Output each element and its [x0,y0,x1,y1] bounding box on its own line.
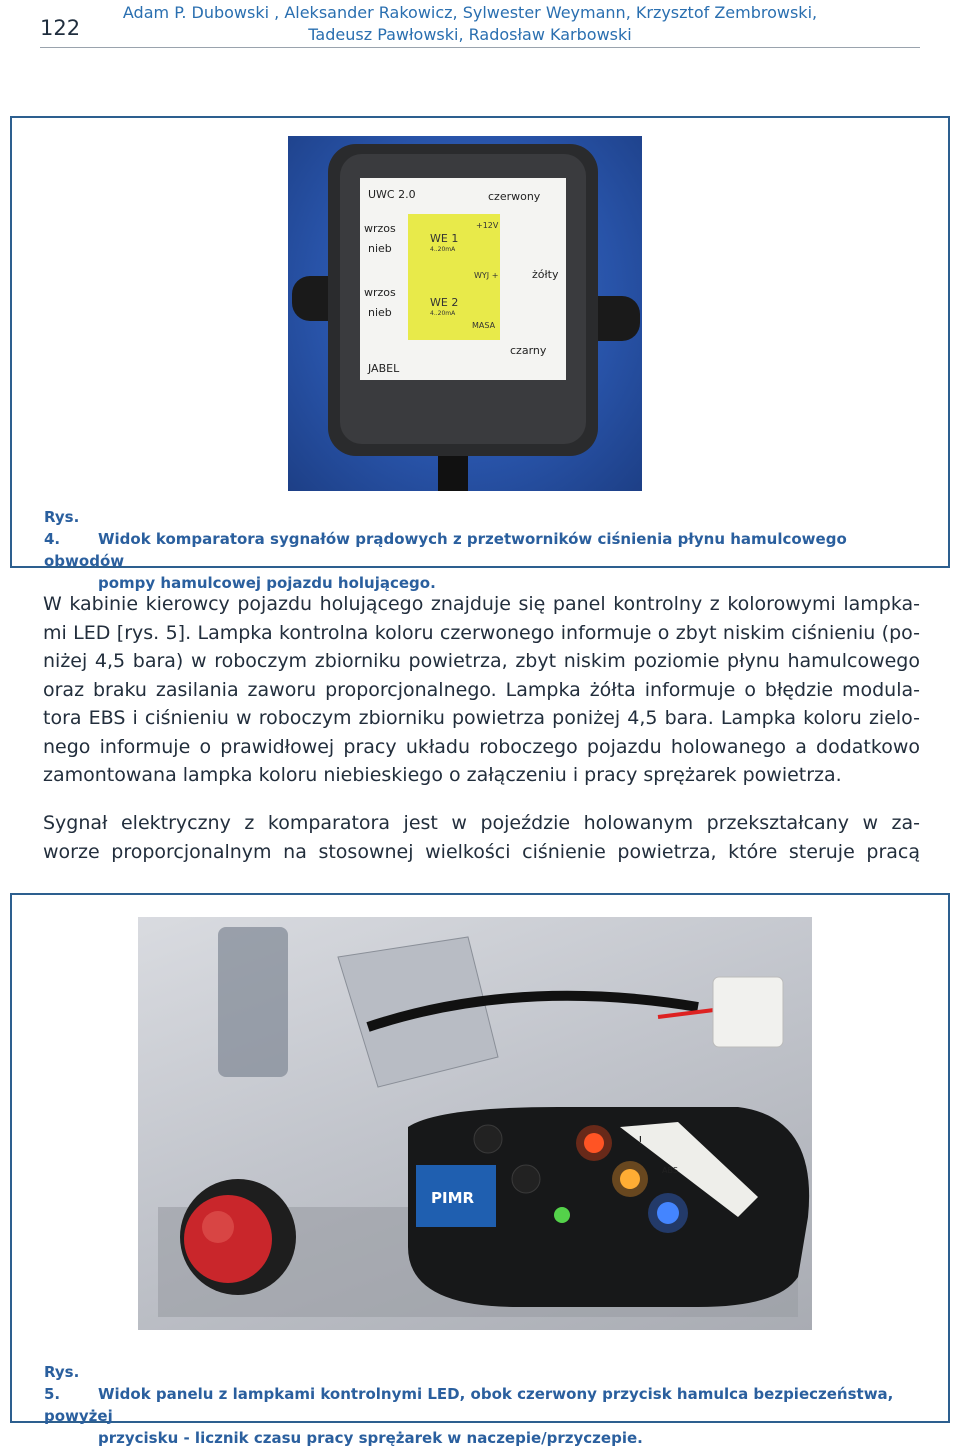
label-czerwony: czerwony [488,190,541,203]
running-head [120,2,820,46]
led-panel-illustration [138,917,812,1330]
label-wrzos-2: wrzos [364,286,396,299]
header-rule [40,47,920,48]
hour-counter [218,927,288,1077]
paragraph-1-line: tora EBS i ciśnieniu w roboczym zbiorniku powietrza poniżej 4,5 bara. Lampka koloru zielo- [43,707,920,729]
label-nieb-1: nieb [368,242,392,255]
paragraph-1-line: nego informuje o prawidłowej pracy układu roboczego pojazdu holowanego a dodatkowo [43,735,920,758]
panel-button-top [474,1125,502,1153]
label-model: UWC 2.0 [368,188,416,201]
paragraph-1-line: niżej 4,5 bara) w roboczym zbiorniku powietrza, zbyt niskim poziomie płynu hamulcowego [43,650,920,672]
label-we-1-range: 4..20mA [430,246,456,253]
figure-4-caption-line-2: pompy hamulcowej pojazdu holującego. [98,574,436,592]
figure-5-caption-line-1: Widok panelu z lampkami kontrolnymi LED, obok czerwony przycisk hamulca bezpieczeństwa, powyżej [44,1385,894,1425]
label-we-1: WE 1 [430,232,459,245]
paragraph-2-line: Sygnał elektryczny z komparatora jest w pojeździe holowanym przekształcany w za- [43,812,920,834]
green-led [554,1207,570,1223]
label-brand: JABEL [368,362,400,375]
comparator-device-illustration [288,136,642,491]
paragraph-1-line: W kabinie kierowcy pojazdu holującego znajduje się panel kontrolny z kolorowymi lampka- [43,593,920,615]
figure-4-caption-label: Rys. 4. [44,508,80,548]
label-we-2: WE 2 [430,296,459,309]
paragraph-2-line: worze proporcjonalnym na stosownej wielkości ciśnienie powietrza, które steruje pracą [43,840,920,863]
label-zolty: żółty [532,268,559,281]
label-wyj: WYJ + [474,271,499,280]
abs-symbol: ABS [662,1166,678,1175]
figure-5-frame [10,893,950,1447]
figure-4-frame [10,116,950,592]
pimr-logo-text: PIMR [431,1189,475,1207]
figure-4-caption-line-1: Widok komparatora sygnałów prądowych z przetworników ciśnienia płynu hamulcowego obwodów [44,530,847,570]
figure-5-caption [44,1361,904,1449]
paragraph-1 [43,590,920,790]
figure-4-caption [44,506,904,594]
figure-4-photo [288,136,642,491]
label-wrzos-1: wrzos [364,222,396,235]
figure-5-caption-line-2: przycisku - licznik czasu pracy sprężarek w naczepie/przyczepie. [98,1429,643,1447]
authors-line-1: Adam P. Dubowski , Aleksander Rakowicz, Sylwester Weymann, Krzysztof Zembrowski, [122,3,818,22]
paragraph-1-line: oraz braku zasilania zaworu proporcjonalnego. Lampka żółta informuje o błędzie modula- [43,678,920,701]
authors-line-2: Tadeusz Pawłowski, Radosław Karbowski [308,25,632,44]
label-we-2-range: 4..20mA [430,310,456,317]
label-nieb-2: nieb [368,306,392,319]
figure-5-caption-label: Rys. 5. [44,1363,80,1403]
paragraph-1-line: mi LED [rys. 5]. Lampka kontrolna koloru czerwonego informuje o zbyt niskim ciśnieniu (po- [43,621,920,644]
label-czarny: czarny [510,344,547,357]
paragraph-1-line: zamontowana lampka koloru niebieskiego o załączeniu i pracy sprężarek powietrza. [43,764,842,786]
page-number: 122 [40,16,81,40]
label-masa: MASA [472,321,496,330]
paragraph-2 [43,809,920,866]
figure-5-photo [138,917,812,1330]
connector [713,977,783,1047]
warning-symbol: ! [638,1134,643,1148]
panel-button-middle [512,1165,540,1193]
label-plus-12v: +12V [476,221,499,230]
